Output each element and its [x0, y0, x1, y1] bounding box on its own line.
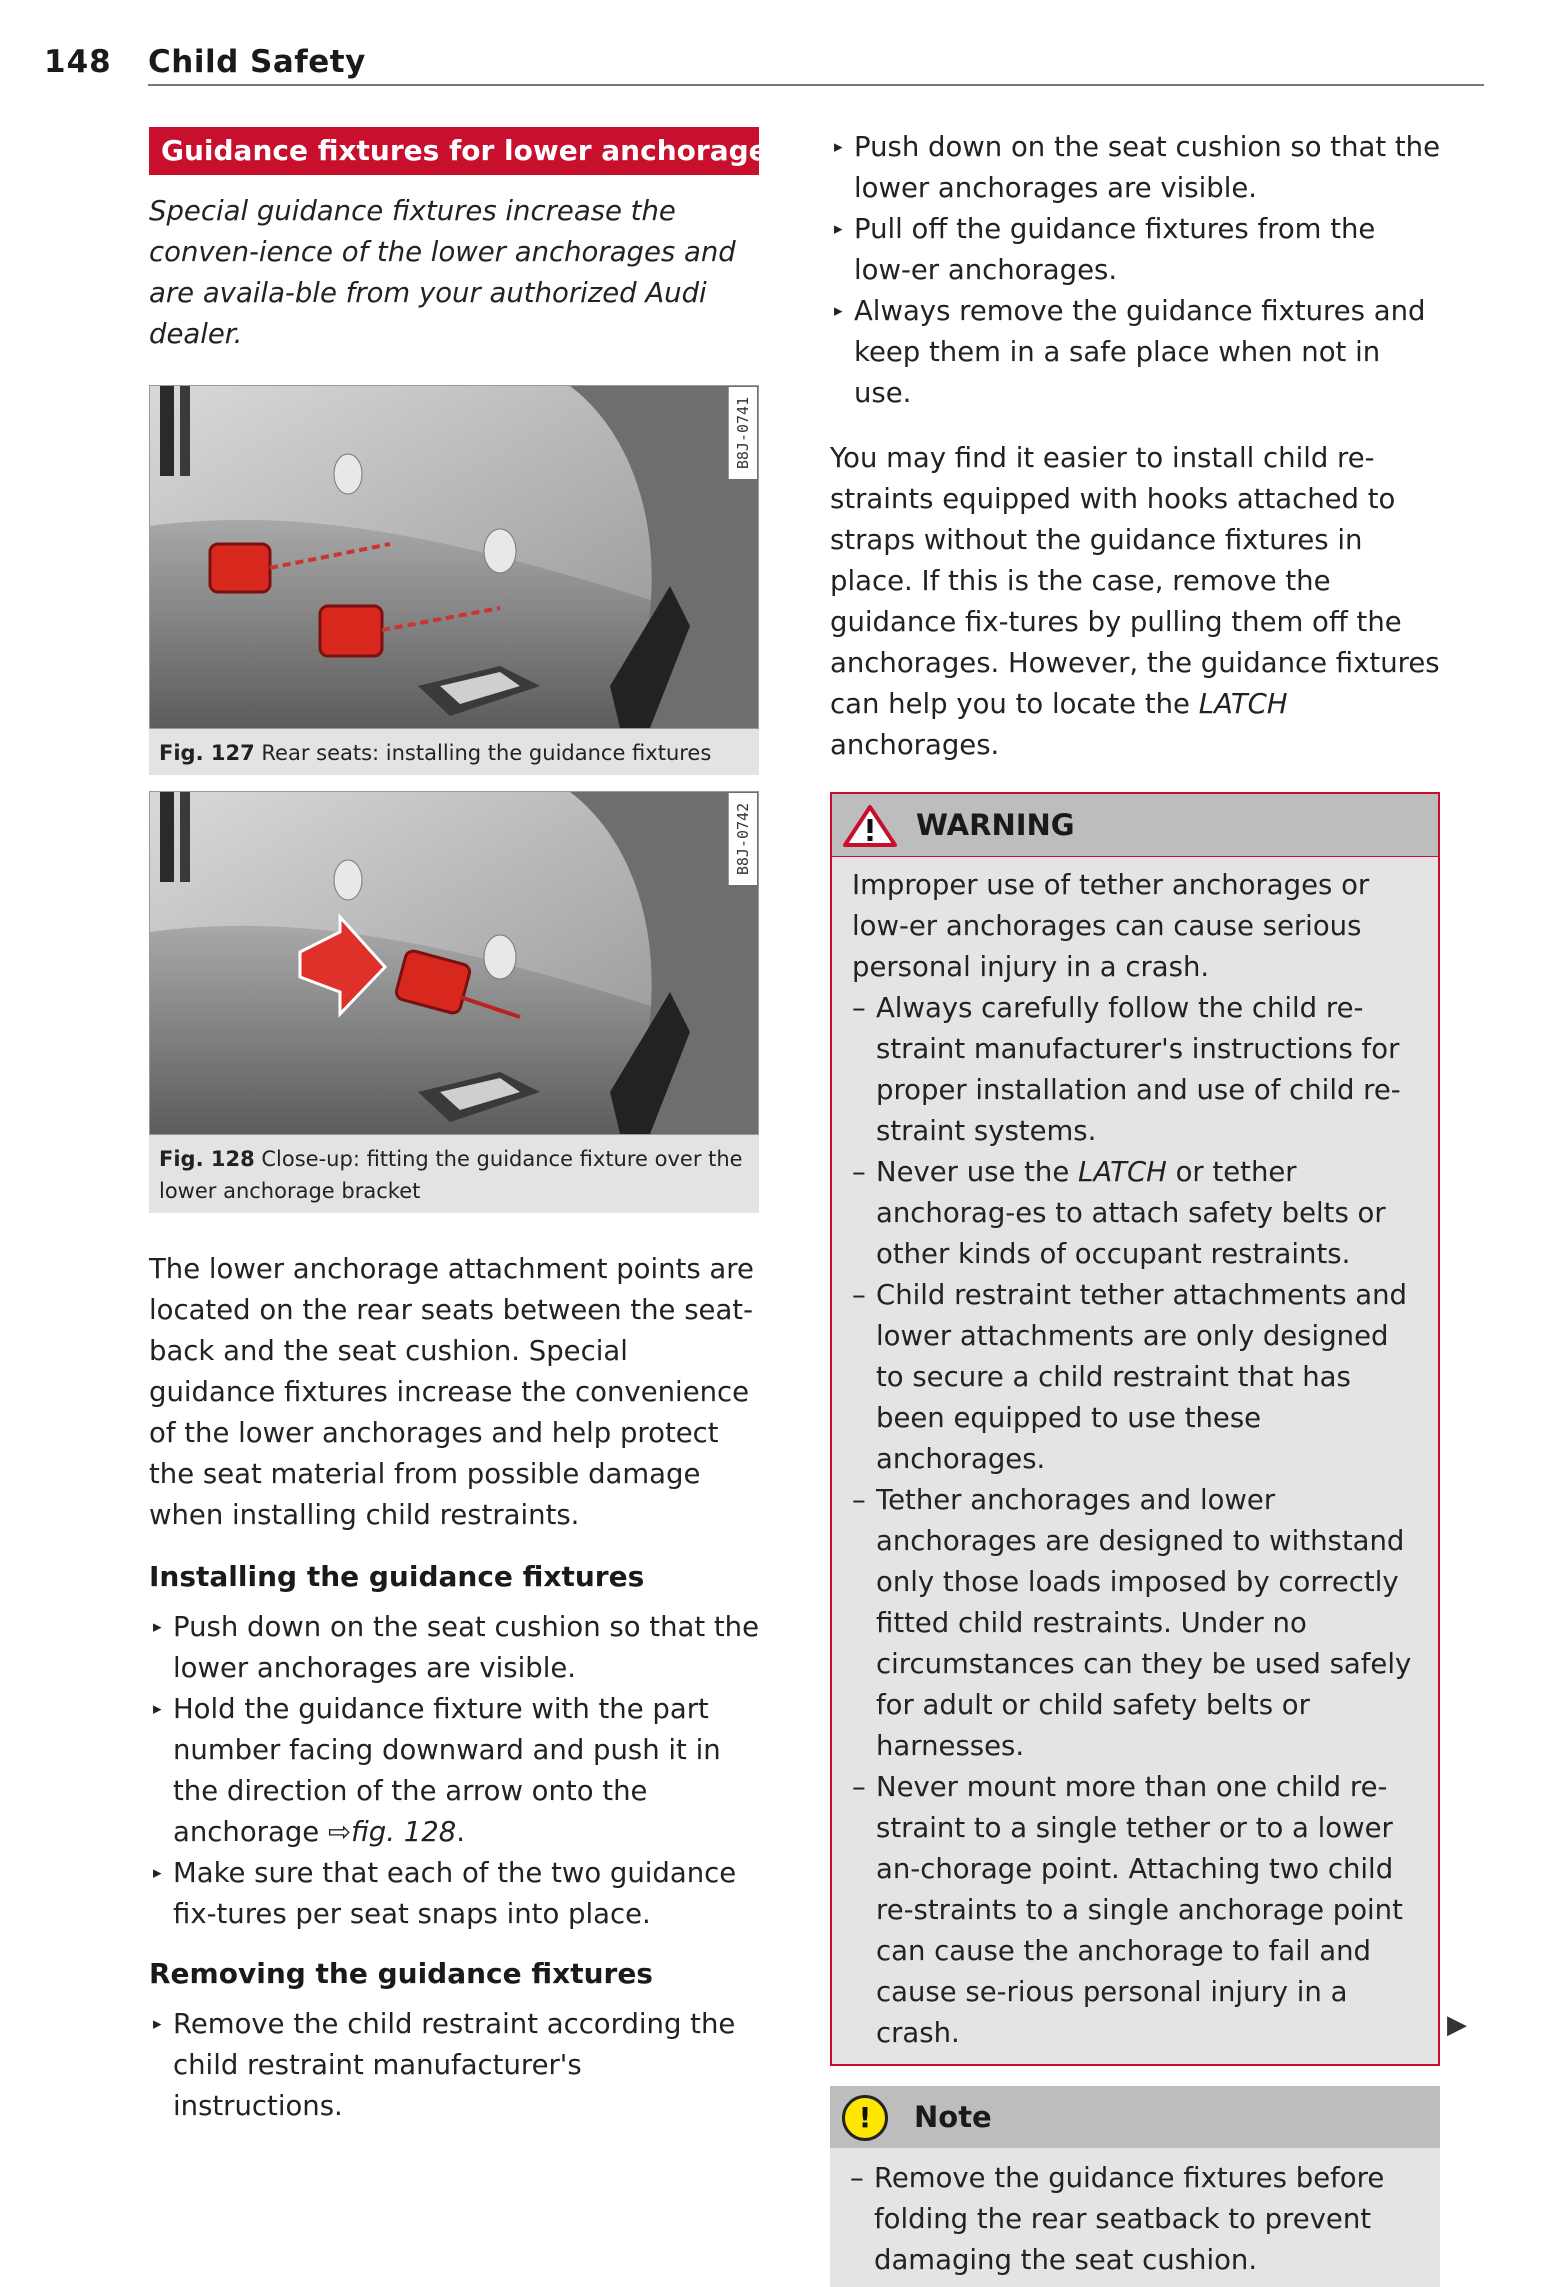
note-box — [830, 2086, 1440, 2287]
bullet-icon: ▸ — [834, 137, 843, 157]
body-paragraph: The lower anchorage attachment points are located on the rear seats between the seat-back and the seat cushion. Special guidance fixtures increase the convenience of the lower anchorages and help protect the seat material from possible damage when installing child restraints. — [149, 1253, 754, 1531]
figure-127 — [149, 385, 759, 775]
list-item: ▸ Hold the guidance fixture with the part number facing downward and push it in the direction of the arrow onto the anchorage ⇨fig. 128. — [149, 1689, 759, 1853]
dash-marker: – — [852, 1484, 866, 1516]
list-item: – Tether anchorages and lower anchorages are designed to withstand only those loads imposed by correctly fitted child restraints. Under no circumstances can they be used safely for adult or child safety belts or harnesses. — [852, 1480, 1420, 1767]
figure-caption — [149, 1135, 759, 1213]
figure-caption-text: Rear seats: installing the guidance fixtures — [261, 741, 712, 765]
note-label: Note — [914, 2100, 992, 2134]
page-number: 148 — [44, 44, 112, 80]
latch-paragraph: You may find it easier to install child re-straints equipped with hooks attached to straps without the guidance fixtures in place. If this is the case, remove the guidance fix-tures by pulling them off the anchorages. However, the guidance fixtures can help you to locate the LATCH anchorages. — [830, 442, 1440, 761]
dash-marker: – — [852, 1771, 866, 1803]
warning-intro: Improper use of tether anchorages or low-er anchorages can cause serious personal injury in a crash. — [852, 869, 1370, 983]
topic-title: Guidance fixtures for lower anchorages — [149, 127, 759, 175]
anchorage-closeup-illustration — [149, 791, 759, 1135]
figure-label: Fig. 127 — [159, 741, 255, 765]
warning-body — [832, 857, 1438, 2064]
dash-marker: – — [852, 992, 866, 1024]
exclamation-icon: ! — [842, 2095, 888, 2141]
right-column — [830, 127, 1440, 2287]
figure-code: B8J-0741 — [728, 387, 757, 479]
figure-code: B8J-0742 — [728, 793, 757, 885]
install-heading: Installing the guidance fixtures — [149, 1560, 645, 1593]
list-item: ▸ Always remove the guidance fixtures and keep them in a safe place when not in use. — [830, 291, 1440, 414]
dash-marker: – — [852, 1156, 866, 1188]
remove-steps-continued — [830, 127, 1440, 414]
remove-steps — [149, 2004, 759, 2127]
list-item: ▸ Pull off the guidance fixtures from the low-er anchorages. — [830, 209, 1440, 291]
note-header — [830, 2086, 1440, 2148]
bullet-icon: ▸ — [153, 1863, 162, 1883]
section-title: Child Safety — [148, 44, 366, 80]
figure-reference-link[interactable]: fig. 128 — [351, 1816, 457, 1848]
figure-label: Fig. 128 — [159, 1147, 255, 1171]
continue-arrow-icon[interactable]: ▶ — [1447, 2010, 1467, 2040]
list-item: – Never use the LATCH or tether anchorag-es to attach safety belts or other kinds of occupant restraints. — [852, 1152, 1420, 1275]
bullet-icon: ▸ — [834, 301, 843, 321]
figure-caption-text: Close-up: fitting the guidance fixture over the lower anchorage bracket — [159, 1147, 743, 1203]
bullet-icon: ▸ — [153, 1617, 162, 1637]
list-item: ▸ Make sure that each of the two guidance fix-tures per seat snaps into place. — [149, 1853, 759, 1935]
figure-caption — [149, 729, 759, 775]
warning-label: WARNING — [916, 808, 1075, 842]
warning-header — [832, 794, 1438, 857]
list-item: – Always carefully follow the child re-straint manufacturer's instructions for proper installation and use of child re-straint systems. — [852, 988, 1420, 1152]
bullet-icon: ▸ — [153, 1699, 162, 1719]
figure-reference-arrow: ⇨ — [327, 1816, 351, 1848]
list-item: – Remove the guidance fixtures before folding the rear seatback to prevent damaging the seat cushion. — [850, 2158, 1422, 2281]
header-divider — [148, 84, 1484, 86]
dash-marker: – — [850, 2162, 864, 2194]
remove-heading: Removing the guidance fixtures — [149, 1957, 653, 1990]
dash-marker: – — [852, 1279, 866, 1311]
left-column — [149, 127, 785, 2127]
rear-seat-installing-fixtures-illustration — [149, 385, 759, 729]
page-header — [44, 38, 1444, 88]
list-item: ▸ Remove the child restraint according the child restraint manufacturer's instructions. — [149, 2004, 759, 2127]
warning-box — [830, 792, 1440, 2066]
note-body — [830, 2148, 1440, 2287]
install-steps — [149, 1607, 759, 1935]
warning-triangle-icon — [842, 804, 898, 848]
list-item: – Never mount more than one child re-straint to a single tether or to a lower an-chorage point. Attaching two child re-straints to a single anchorage point can cause the anchorage to fail and cause se-rious personal injury in a crash. — [852, 1767, 1420, 2054]
list-item: – Child restraint tether attachments and lower attachments are only designed to secure a child restraint that has been equipped to use these anchorages. — [852, 1275, 1420, 1480]
list-item: ▸ Push down on the seat cushion so that the lower anchorages are visible. — [830, 127, 1440, 209]
topic-intro: Special guidance fixtures increase the conven-ience of the lower anchorages and are availa-ble from your authorized Audi dealer. — [149, 195, 736, 350]
figure-128 — [149, 791, 759, 1213]
bullet-icon: ▸ — [834, 219, 843, 239]
list-item: ▸ Push down on the seat cushion so that the lower anchorages are visible. — [149, 1607, 759, 1689]
bullet-icon: ▸ — [153, 2014, 162, 2034]
